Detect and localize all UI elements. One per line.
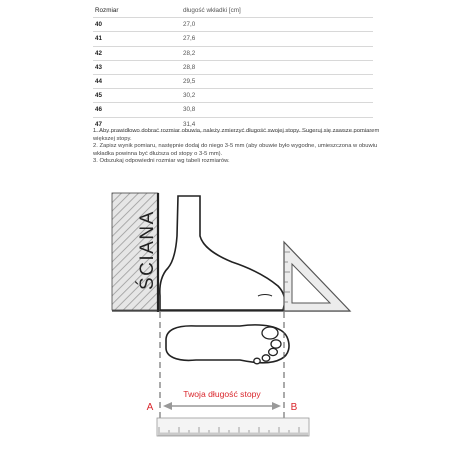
- side-foot-outline: [160, 196, 285, 310]
- length-cell: 28,8: [183, 63, 196, 71]
- length-cell: 27,6: [183, 35, 196, 43]
- arrow-right-icon: [272, 402, 281, 410]
- measure-label: Twoja długość stopy: [183, 389, 261, 399]
- length-cell: 28,2: [183, 49, 196, 57]
- size-cell: 40: [95, 21, 103, 29]
- length-cell: 29,5: [183, 78, 196, 86]
- size-cell: 46: [95, 106, 103, 114]
- set-square-icon: [284, 242, 350, 311]
- size-cell: 44: [95, 78, 103, 86]
- length-cell: 27,0: [183, 21, 196, 29]
- point-b-label: B: [290, 402, 298, 413]
- instruction-step-3: 3. Odszukaj odpowiedni rozmiar wg tabeli rozmiarów.: [93, 158, 230, 165]
- arrow-left-icon: [163, 402, 172, 410]
- size-cell: 47: [95, 120, 103, 128]
- size-cell: 45: [95, 92, 103, 100]
- header-insole-length: długość wkładki [cm]: [183, 7, 241, 15]
- ruler-icon: [157, 418, 309, 436]
- size-cell: 41: [95, 35, 103, 43]
- length-cell: 31,4: [183, 120, 196, 128]
- length-cell: 30,2: [183, 92, 196, 100]
- wall-illustration: [112, 193, 158, 312]
- instruction-step-1: 1. Aby prawidłowo dobrać rozmiar obuwia, należy zmierzyć długość swojej stopy. Sugeruj się zawsze pomiarem większej stopy.: [93, 128, 380, 142]
- size-cell: 43: [95, 63, 103, 71]
- header-size: Rozmiar: [95, 7, 119, 15]
- length-cell: 30,8: [183, 106, 196, 114]
- wall-label: ŚCIANA: [137, 210, 158, 290]
- point-a-label: A: [146, 402, 154, 413]
- instruction-step-2: 2. Zapisz wynik pomiaru, następnie dodaj do niego 3-5 mm (aby obuwie było wygodne, umieszczona w obuwiu wkładka powinna być dłuższa od stopy o 3-5 mm).: [93, 143, 378, 157]
- size-cell: 42: [95, 49, 103, 57]
